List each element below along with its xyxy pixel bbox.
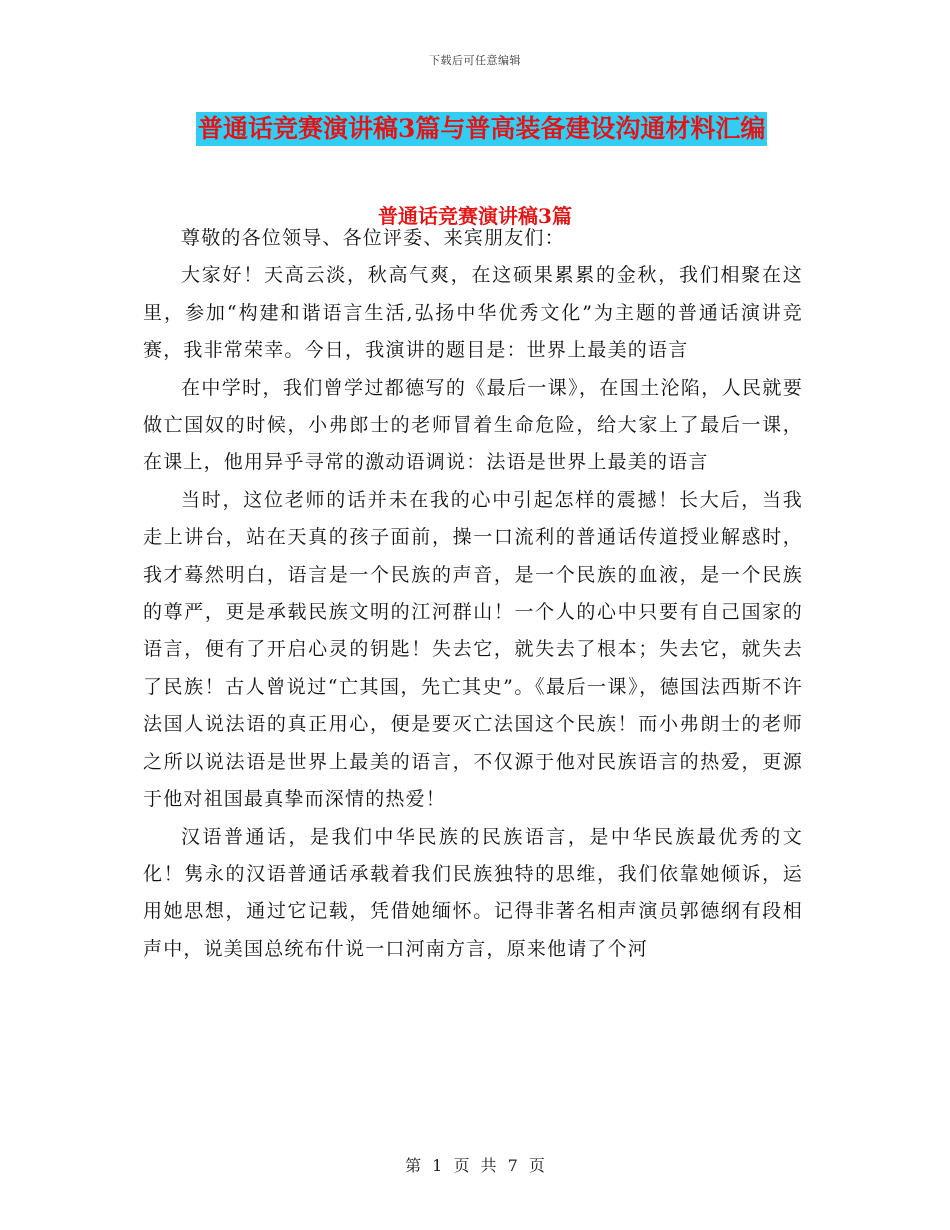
page-number: 第 1 页 共 7 页 xyxy=(405,1156,545,1175)
paragraph: 汉语普通话，是我们中华民族的民族语言，是中华民族最优秀的文化！隽永的汉语普通话承载着我们民族独特的思维，我们依靠她倾诉，运用她思想，通过它记载，凭借她缅怀。记得非著名相声演员郭德纲有段相声中，说美国总统布什说一口河南方言，原来他请了个河 xyxy=(143,825,803,960)
paragraph: 在中学时，我们曾学过都德写的《最后一课》，在国土沦陷，人民就要做亡国奴的时候，小弗郎士的老师冒着生命危险，给大家上了最后一课，在课上，他用异乎寻常的激动语调说：法语是世界上最美的语言 xyxy=(143,376,803,474)
paragraph: 大家好！天高云淡，秋高气爽，在这硕果累累的金秋，我们相聚在这里，参加“构建和谐语言生活,弘扬中华优秀文化”为主题的普通话演讲竞赛，我非常荣幸。今日，我演讲的题目是：世界上最美的语言 xyxy=(143,264,803,362)
paragraph: 当时，这位老师的话并未在我的心中引起怎样的震撼！长大后，当我走上讲台，站在天真的孩子面前，操一口流利的普通话传道授业解惑时，我才蓦然明白，语言是一个民族的声音，是一个民族的血液，是一个民族的尊严，更是承载民族文明的江河群山！一个人的心中只要有自己国家的语言，便有了开启心灵的钥匙！失去它，就失去了根本；失去它，就失去了民族！古人曾说过“亡其国，先亡其史”。《最后一课》，德国法西斯不许法国人说法语的真正用心，便是要灭亡法国这个民族！而小弗朗士的老师之所以说法语是世界上最美的语言，不仅源于他对民族语言的热爱，更源于他对祖国最真挚而深情的热爱！ xyxy=(143,488,803,811)
page-header-note: 下载后可任意编辑 xyxy=(429,54,521,67)
paragraph-salutation: 尊敬的各位领导、各位评委、来宾朋友们： xyxy=(181,227,565,249)
section-title: 普通话竞赛演讲稿3篇 xyxy=(378,204,572,228)
document-title: 普通话竞赛演讲稿3篇与普高装备建设沟通材料汇编 xyxy=(196,112,767,146)
document-body xyxy=(143,220,803,968)
